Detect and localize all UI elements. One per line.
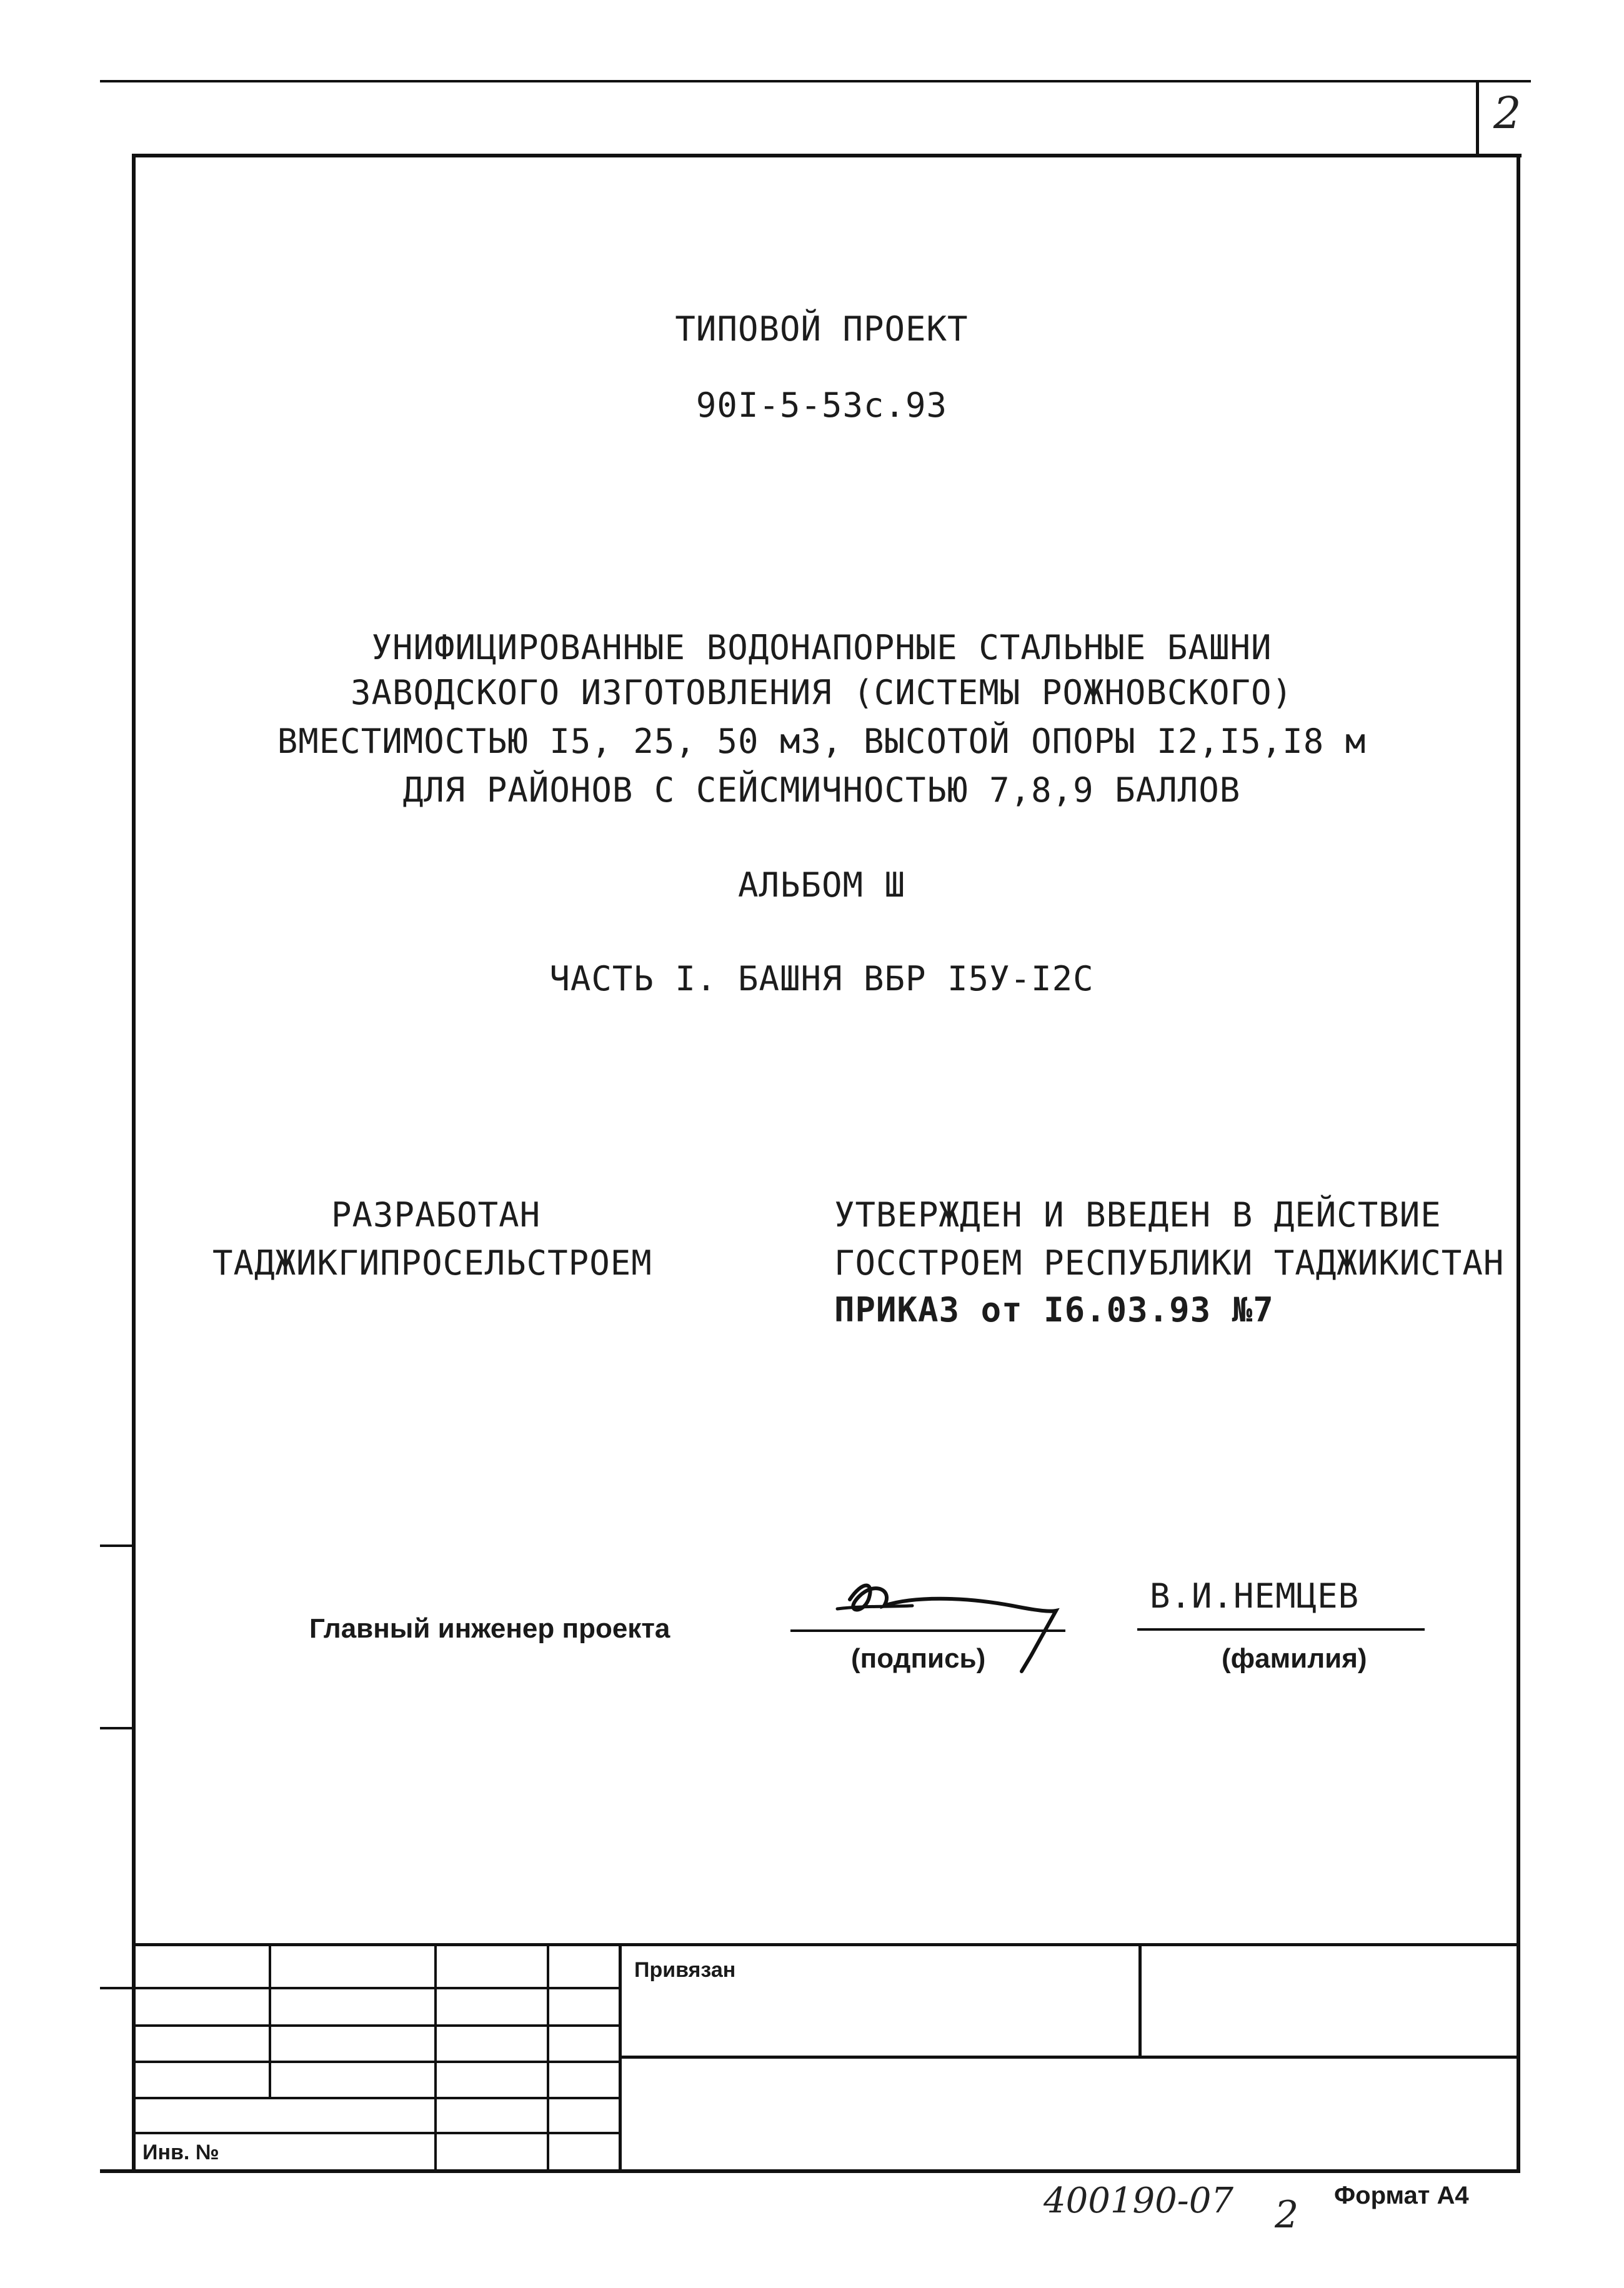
name-underline [1137, 1628, 1425, 1631]
stamp-privyazan: Привязан [634, 1958, 736, 1982]
binding-tick-2 [100, 1727, 134, 1729]
title-line-4: ДЛЯ РАЙОНОВ С СЕЙСМИЧНОСТЬЮ 7,8,9 БАЛЛОВ [402, 770, 1241, 810]
binding-tick-3 [100, 1987, 134, 1989]
developed-label: РАЗРАБОТАН [331, 1195, 541, 1235]
frame-bottom [100, 2169, 1520, 2173]
frame-left [132, 154, 136, 2173]
approved-line-2: ГОССТРОЕМ РЕСПУБЛИКИ ТАДЖИКИСТАН [834, 1243, 1505, 1283]
chief-engineer-role: Главный инженер проекта [309, 1613, 670, 1644]
title-line-1: УНИФИЦИРОВАННЫЕ ВОДОНАПОРНЫЕ СТАЛЬНЫЕ БАШНИ [371, 628, 1272, 667]
approved-line-1: УТВЕРЖДЕН И ВВЕДЕН В ДЕЙСТВИЕ [834, 1195, 1442, 1235]
stamp-row-5 [134, 2132, 622, 2134]
stamp-row-4 [134, 2097, 622, 2099]
stamp-top [134, 1943, 1518, 1946]
signature-caption: (подпись) [851, 1643, 986, 1674]
approved-line-3: ПРИКАЗ от I6.03.93 №7 [834, 1290, 1274, 1330]
project-number: 90I-5-53с.93 [695, 385, 948, 425]
stamp-row-1 [134, 1987, 622, 1989]
stamp-col-2 [434, 1943, 437, 2171]
stamp-inv-no: Инв. № [142, 2141, 219, 2164]
album-label: АЛЬБОМ Ш [737, 865, 906, 905]
frame-right [1517, 154, 1520, 2173]
stamp-row-2 [134, 2024, 622, 2027]
top-rule [100, 80, 1531, 82]
project-type: ТИПОВОЙ ПРОЕКТ [675, 309, 969, 349]
engineer-name: В.И.НЕМЦЕВ [1150, 1576, 1360, 1616]
footer-format: Формат А4 [1334, 2182, 1469, 2209]
stamp-row-3 [134, 2061, 622, 2063]
stamp-col-3 [547, 1943, 549, 2171]
part-label: ЧАСТЬ I. БАШНЯ ВБР I5У-I2С [549, 959, 1094, 998]
stamp-col-1 [269, 1943, 271, 2099]
developed-org: ТАДЖИКГИПРОСЕЛЬСТРОЕМ [212, 1243, 652, 1283]
sheet-number-box-left [1476, 80, 1479, 157]
stamp-right-top [622, 2056, 1518, 2059]
footer-code: 400190-07 [1044, 2181, 1233, 2221]
title-line-3: ВМЕСТИМОСТЬЮ I5, 25, 50 м3, ВЫСОТОЙ ОПОРЫ I2,I5,I8 м [277, 722, 1367, 761]
title-line-2: ЗАВОДСКОГО ИЗГОТОВЛЕНИЯ (СИСТЕМЫ РОЖНОВСКОГО) [351, 673, 1293, 712]
sheet-number: 2 [1493, 87, 1522, 139]
stamp-col-5 [1138, 1943, 1142, 2057]
binding-tick-1 [100, 1544, 134, 1547]
footer-page: 2 [1275, 2193, 1299, 2237]
name-caption: (фамилия) [1222, 1643, 1367, 1674]
frame-top [134, 154, 1522, 157]
stamp-col-4 [619, 1943, 622, 2171]
